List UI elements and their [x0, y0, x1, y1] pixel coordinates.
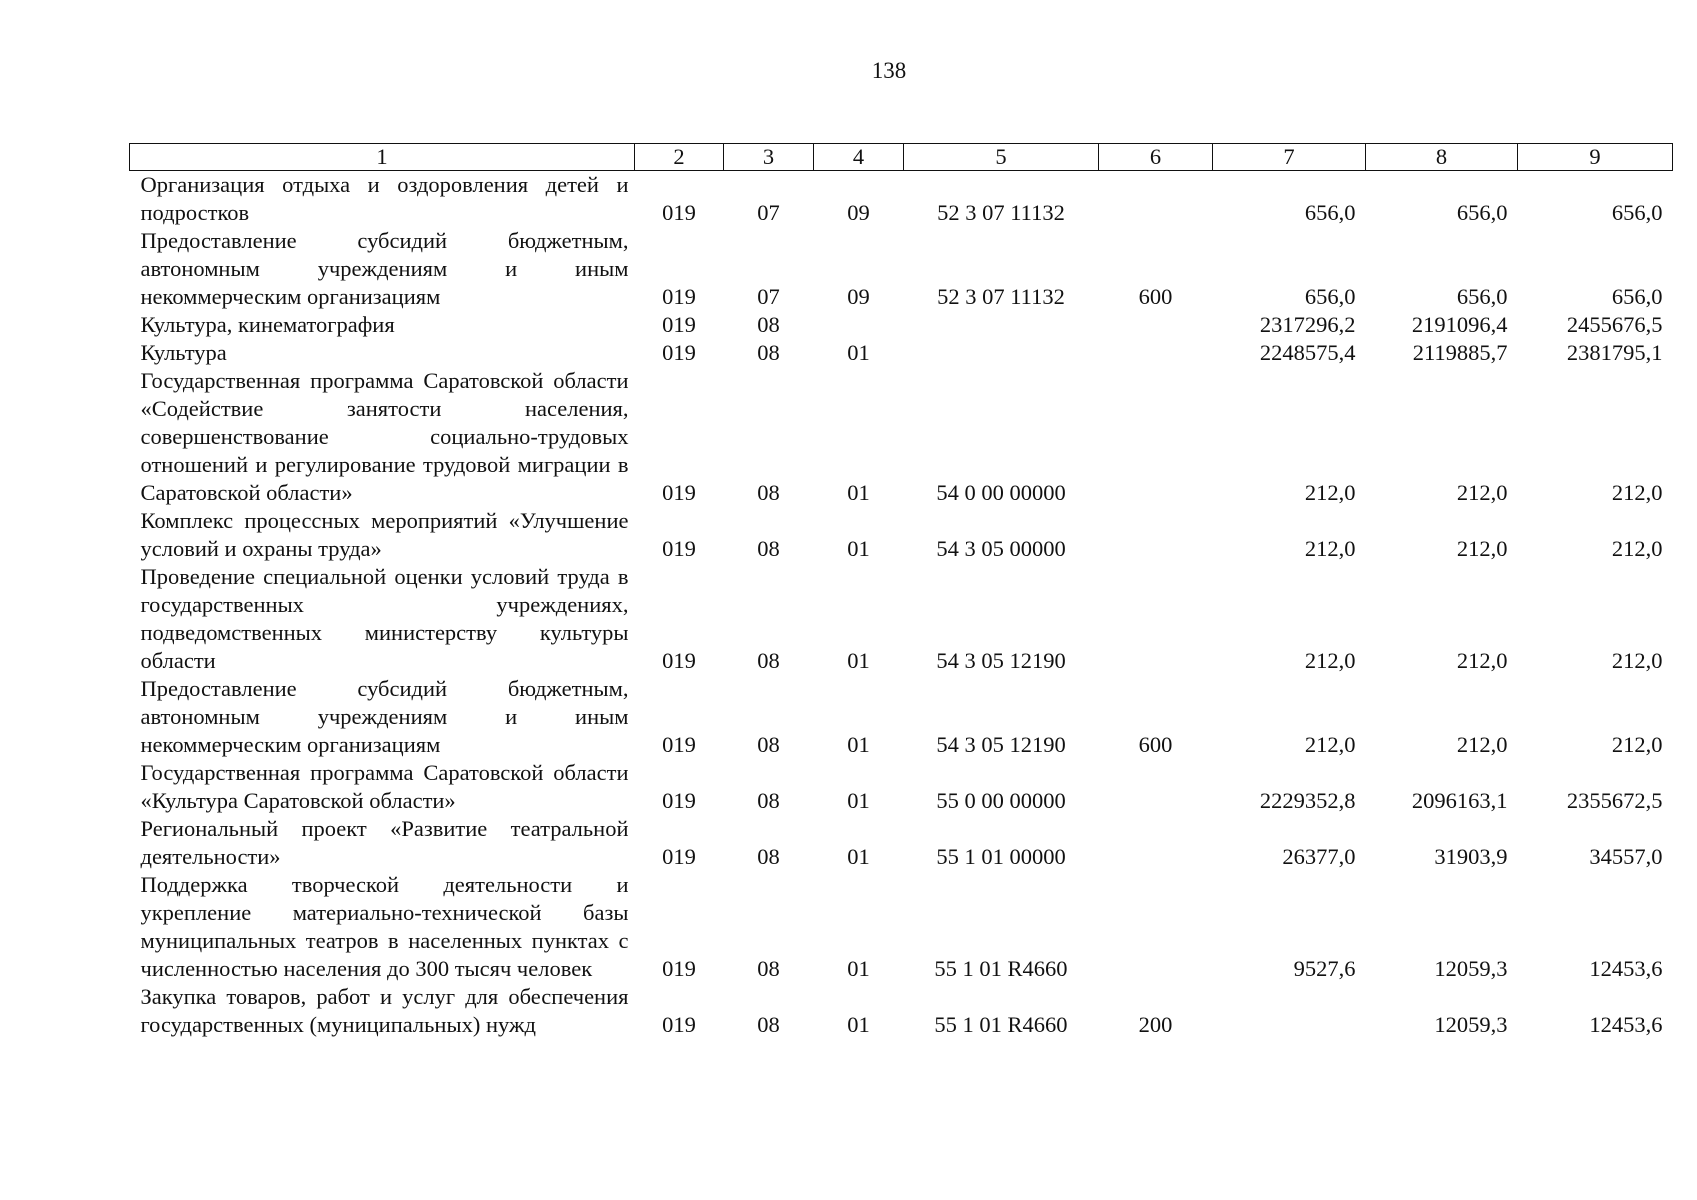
page-number: 138	[871, 58, 907, 83]
column-header: 4	[814, 144, 904, 171]
budget-table	[129, 143, 1673, 1039]
cell-amount-9: 2355672,5	[1566, 788, 1663, 813]
cell-target-article: 55 1 01 00000	[936, 844, 1066, 869]
cell-amount-9: 34557,0	[1589, 844, 1663, 869]
row-name: Региональный проект «Развитие театральной деятельности»	[140, 816, 629, 869]
cell-amount-9: 2381795,1	[1566, 340, 1663, 365]
cell-subsection: 01	[847, 1012, 870, 1037]
row-name: Организация отдыха и оздоровления детей и подростков	[140, 172, 629, 225]
table-row	[130, 871, 1673, 983]
cell-expense-type	[1099, 563, 1213, 675]
table-row	[130, 563, 1673, 675]
cell-amount-9: 656,0	[1611, 284, 1663, 309]
cell-amount-9: 656,0	[1611, 200, 1663, 225]
cell-ministry: 019	[662, 200, 696, 225]
cell-target-article	[904, 311, 1099, 339]
cell-expense-type	[1099, 871, 1213, 983]
cell-amount-7: 2317296,2	[1259, 312, 1356, 337]
cell-target-article: 54 0 00 00000	[936, 480, 1066, 505]
cell-subsection: 01	[847, 788, 870, 813]
cell-amount-7: 212,0	[1304, 648, 1356, 673]
cell-target-article: 55 1 01 R4660	[934, 1012, 1068, 1037]
cell-subsection: 01	[847, 648, 870, 673]
cell-ministry: 019	[662, 648, 696, 673]
cell-target-article	[904, 339, 1099, 367]
cell-target-article: 52 3 07 11132	[937, 200, 1065, 225]
cell-section: 08	[757, 340, 780, 365]
cell-target-article: 54 3 05 12190	[936, 732, 1066, 757]
cell-amount-7: 212,0	[1304, 536, 1356, 561]
table-row	[130, 507, 1673, 563]
row-name: Комплекс процессных мероприятий «Улучшение условий и охраны труда»	[140, 508, 629, 561]
row-name: Культура, кинематография	[140, 312, 395, 337]
cell-ministry: 019	[662, 284, 696, 309]
cell-subsection: 09	[847, 200, 870, 225]
cell-amount-7: 2248575,4	[1259, 340, 1356, 365]
column-header: 9	[1518, 144, 1673, 171]
table-row	[130, 815, 1673, 871]
cell-section: 08	[757, 1012, 780, 1037]
cell-section: 08	[757, 648, 780, 673]
cell-amount-7: 212,0	[1304, 480, 1356, 505]
cell-subsection: 01	[847, 340, 870, 365]
cell-amount-8: 2191096,4	[1411, 312, 1508, 337]
cell-expense-type	[1099, 815, 1213, 871]
cell-amount-9: 12453,6	[1589, 956, 1663, 981]
cell-amount-8: 12059,3	[1434, 1012, 1508, 1037]
cell-ministry: 019	[662, 844, 696, 869]
cell-amount-8: 656,0	[1456, 284, 1508, 309]
cell-expense-type	[1099, 171, 1213, 228]
cell-expense-type: 600	[1138, 732, 1173, 757]
table-row	[130, 311, 1673, 339]
row-name: Государственная программа Саратовской области «Содействие занятости населения, совершенствование социально-трудовых отношений и регулирование трудовой миграции в Саратовской области»	[140, 368, 629, 505]
cell-amount-8: 656,0	[1456, 200, 1508, 225]
cell-ministry: 019	[662, 956, 696, 981]
cell-section: 08	[757, 788, 780, 813]
column-header: 8	[1366, 144, 1518, 171]
row-name: Предоставление субсидий бюджетным, автономным учреждениям и иным некоммерческим организациям	[140, 228, 629, 309]
table-row	[130, 171, 1673, 228]
cell-amount-7: 656,0	[1304, 284, 1356, 309]
table-row	[130, 675, 1673, 759]
cell-expense-type	[1099, 759, 1213, 815]
cell-section: 07	[757, 284, 780, 309]
cell-amount-8: 212,0	[1456, 536, 1508, 561]
cell-ministry: 019	[662, 732, 696, 757]
cell-amount-8: 212,0	[1456, 480, 1508, 505]
cell-subsection: 01	[847, 536, 870, 561]
cell-subsection: 01	[847, 480, 870, 505]
cell-amount-7: 26377,0	[1282, 844, 1356, 869]
cell-expense-type	[1099, 507, 1213, 563]
column-header: 7	[1213, 144, 1366, 171]
header-row	[130, 144, 1673, 171]
cell-expense-type: 600	[1138, 284, 1173, 309]
cell-amount-8: 212,0	[1456, 648, 1508, 673]
table-row	[130, 339, 1673, 367]
cell-amount-8: 2119885,7	[1412, 340, 1508, 365]
cell-amount-9: 212,0	[1611, 648, 1663, 673]
cell-target-article: 52 3 07 11132	[937, 284, 1065, 309]
column-header: 2	[635, 144, 724, 171]
cell-amount-7: 212,0	[1304, 732, 1356, 757]
column-header: 1	[130, 144, 635, 171]
cell-section: 08	[757, 480, 780, 505]
row-name: Культура	[140, 340, 227, 365]
row-name: Проведение специальной оценки условий труда в государственных учреждениях, подведомственных министерству культуры области	[140, 564, 629, 673]
table-row	[130, 227, 1673, 311]
column-header: 5	[904, 144, 1099, 171]
cell-amount-9: 212,0	[1611, 536, 1663, 561]
cell-ministry: 019	[662, 480, 696, 505]
cell-amount-7: 2229352,8	[1259, 788, 1356, 813]
cell-section: 08	[757, 536, 780, 561]
row-name: Государственная программа Саратовской области «Культура Саратовской области»	[140, 760, 629, 813]
cell-target-article: 55 1 01 R4660	[934, 956, 1068, 981]
cell-amount-8: 212,0	[1456, 732, 1508, 757]
cell-target-article: 54 3 05 00000	[936, 536, 1066, 561]
cell-expense-type	[1099, 367, 1213, 507]
row-name: Предоставление субсидий бюджетным, автономным учреждениям и иным некоммерческим организациям	[140, 676, 629, 757]
row-name: Поддержка творческой деятельности и укрепление материально-технической базы муниципальных театров в населенных пунктах с численностью населения до 300 тысяч человек	[140, 872, 629, 981]
cell-expense-type	[1099, 311, 1213, 339]
cell-expense-type: 200	[1138, 1012, 1173, 1037]
cell-subsection: 09	[847, 284, 870, 309]
cell-amount-9: 2455676,5	[1566, 312, 1663, 337]
cell-ministry: 019	[662, 788, 696, 813]
cell-amount-9: 212,0	[1611, 732, 1663, 757]
cell-section: 07	[757, 200, 780, 225]
cell-subsection	[814, 311, 904, 339]
cell-amount-9: 12453,6	[1589, 1012, 1663, 1037]
cell-ministry: 019	[662, 340, 696, 365]
cell-subsection: 01	[847, 732, 870, 757]
cell-section: 08	[757, 732, 780, 757]
table-row	[130, 759, 1673, 815]
cell-amount-7	[1213, 983, 1366, 1039]
cell-amount-9: 212,0	[1611, 480, 1663, 505]
cell-amount-8: 31903,9	[1434, 844, 1508, 869]
cell-section: 08	[757, 844, 780, 869]
column-header: 6	[1099, 144, 1213, 171]
cell-ministry: 019	[662, 536, 696, 561]
cell-amount-8: 12059,3	[1434, 956, 1508, 981]
cell-ministry: 019	[662, 312, 696, 337]
cell-amount-7: 9527,6	[1293, 956, 1356, 981]
cell-amount-7: 656,0	[1304, 200, 1356, 225]
cell-target-article: 54 3 05 12190	[936, 648, 1066, 673]
column-header: 3	[724, 144, 814, 171]
cell-expense-type	[1099, 339, 1213, 367]
cell-target-article: 55 0 00 00000	[936, 788, 1066, 813]
cell-amount-8: 2096163,1	[1411, 788, 1508, 813]
cell-ministry: 019	[662, 1012, 696, 1037]
table-row	[130, 367, 1673, 507]
cell-section: 08	[757, 956, 780, 981]
row-name: Закупка товаров, работ и услуг для обеспечения государственных (муниципальных) нужд	[140, 984, 629, 1037]
table-row	[130, 983, 1673, 1039]
cell-subsection: 01	[847, 844, 870, 869]
cell-subsection: 01	[847, 956, 870, 981]
cell-section: 08	[757, 312, 780, 337]
